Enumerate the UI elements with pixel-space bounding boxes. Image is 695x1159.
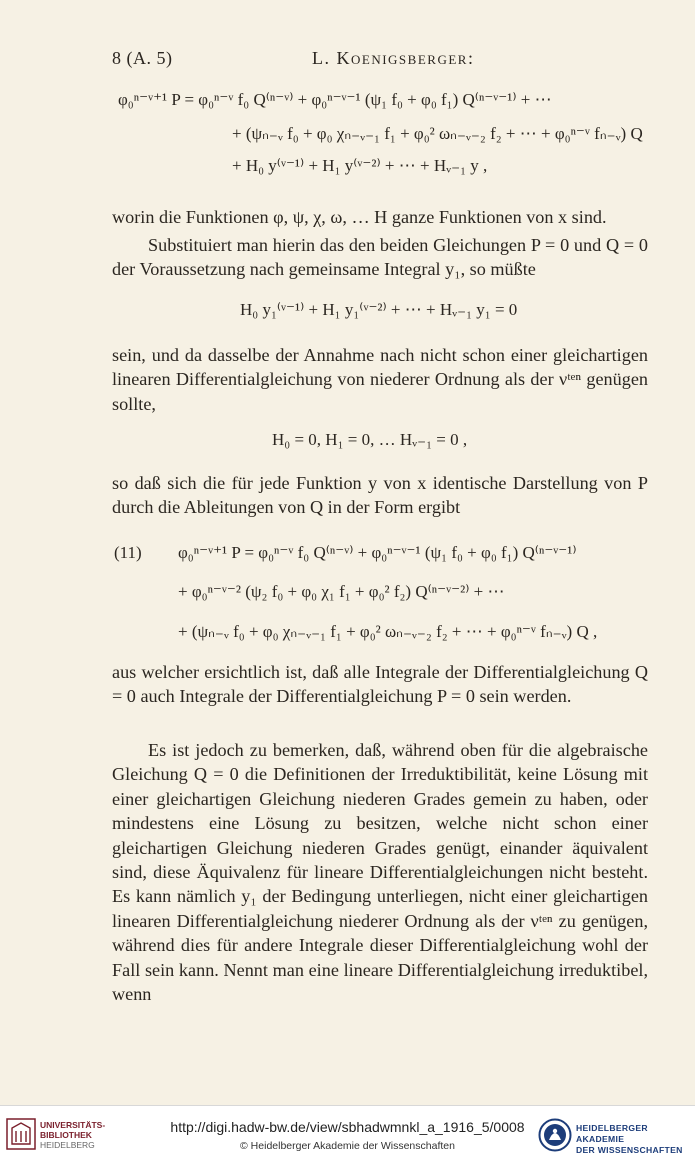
page-reference: 8 (A. 5): [112, 48, 173, 68]
equation-3: H₀ = 0, H₁ = 0, … Hᵥ₋₁ = 0 ,: [272, 430, 468, 449]
paragraph-functions: worin die Funktionen φ, ψ, χ, ω, … H ganze Funktionen von x sind.: [112, 207, 607, 227]
equation-1-line-3: + H₀ y⁽ᵛ⁻¹⁾ + H₁ y⁽ᵛ⁻²⁾ + ⋯ + Hᵥ₋₁ y ,: [232, 156, 488, 175]
equation-2: H₀ y₁⁽ᵛ⁻¹⁾ + H₁ y₁⁽ᵛ⁻²⁾ + ⋯ + Hᵥ₋₁ y₁ = 0: [240, 300, 518, 319]
paragraph-assumption: sein, und da dasselbe der Annahme nach nicht schon einer gleichartigen linearen Differentialgleichung von niederer Ordnung als der νᵗᵉⁿ genügen sollte,: [112, 345, 648, 414]
equation-11-line-3: + (ψₙ₋ᵥ f₀ + φ₀ χₙ₋ᵥ₋₁ f₁ + φ₀² ωₙ₋ᵥ₋₂ f₂ + ⋯ + φ₀ⁿ⁻ᵛ fₙ₋ᵥ) Q ,: [178, 622, 598, 641]
paragraph-representation: so daß sich die für jede Funktion y von x identische Darstellung von P durch die Ableitungen von Q in der Form ergibt: [112, 473, 648, 518]
copyright-notice: © Heidelberger Akademie der Wissenschaften: [240, 1140, 455, 1152]
document-url-link[interactable]: http://digi.hadw-bw.de/view/sbhadwmnkl_a_1916_5/0008: [170, 1119, 525, 1135]
viewer-footer: [0, 1105, 695, 1159]
paragraph-substitution: Substituiert man hierin das den beiden Gleichungen P = 0 und Q = 0 der Voraussetzung nach gemeinsame Integral y₁, so müßte: [112, 235, 648, 280]
equation-1-line-2: + (ψₙ₋ᵥ f₀ + φ₀ χₙ₋ᵥ₋₁ f₁ + φ₀² ωₙ₋ᵥ₋₂ f₂ + ⋯ + φ₀ⁿ⁻ᵛ fₙ₋ᵥ) Q: [232, 124, 643, 143]
paragraph-conclusion: aus welcher ersichtlich ist, daß alle Integrale der Differentialgleichung Q = 0 auch Integrale der Differentialgleichung P = 0 sein werden.: [112, 662, 648, 707]
equation-1-line-1: φ₀ⁿ⁻ᵛ⁺¹ P = φ₀ⁿ⁻ᵛ f₀ Q⁽ⁿ⁻ᵛ⁾ + φ₀ⁿ⁻ᵛ⁻¹ (ψ₁ f₀ + φ₀ f₁) Q⁽ⁿ⁻ᵛ⁻¹⁾ + ⋯: [118, 90, 552, 109]
paragraph-irreducibility: Es ist jedoch zu bemerken, daß, während oben für die algebraische Gleichung Q = 0 die Definitionen der Irreduktibilität, keine Lösung mit einer gleichartigen Gleichung niederen Grades gemein zu haben, oder mindestens eine Lösung zu besitzen, welche nicht schon einer gleichartigen Gleichung niederen Grades genügt, einander äquivalent sind, diese Äquivalenz für lineare Differentialgleichungen nicht besteht. Es kann nämlich y₁ der Bedingung unterliegen, nicht einer gleichartigen linearen Differentialgleichung niederer Ordnung als der νᵗᵉⁿ zu genügen, während dies für andere Integrale dieser Differentialgleichung wohl der Fall sein kann. Nennt man eine lineare Differentialgleichung irreduktibel, wenn: [112, 740, 648, 1005]
running-title: L. Koenigsberger:: [312, 48, 475, 68]
equation-11-line-2: + φ₀ⁿ⁻ᵛ⁻² (ψ₂ f₀ + φ₀ χ₁ f₁ + φ₀² f₂) Q⁽ⁿ⁻ᵛ⁻²⁾ + ⋯: [178, 582, 505, 601]
equation-number-11: (11): [114, 543, 142, 562]
academy-seal-icon: [538, 1118, 572, 1152]
academy-label: HEIDELBERGER AKADEMIE DER WISSENSCHAFTEN: [576, 1123, 683, 1155]
equation-11-line-1: φ₀ⁿ⁻ᵛ⁺¹ P = φ₀ⁿ⁻ᵛ f₀ Q⁽ⁿ⁻ᵛ⁾ + φ₀ⁿ⁻ᵛ⁻¹ (ψ₁ f₀ + φ₀ f₁) Q⁽ⁿ⁻ᵛ⁻¹⁾: [178, 543, 577, 562]
university-library-label: UNIVERSITÄTS- BIBLIOTHEK HEIDELBERG: [40, 1120, 106, 1150]
